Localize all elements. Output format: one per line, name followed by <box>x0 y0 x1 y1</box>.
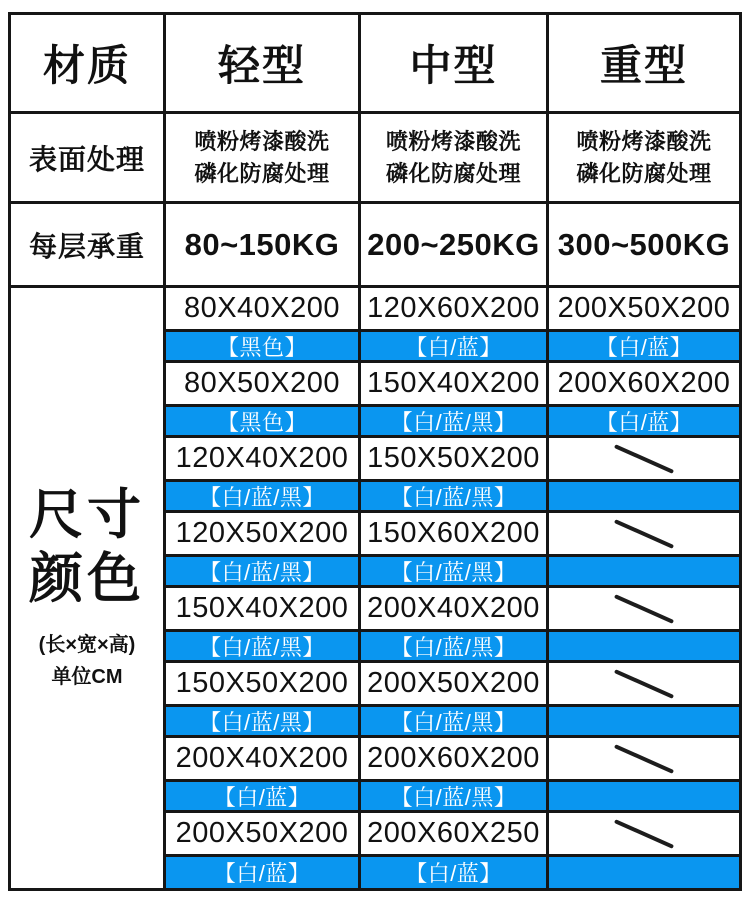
surface-treatment-medium <box>361 114 549 204</box>
load-capacity-label: 每层承重 <box>11 204 166 288</box>
size-cell-empty <box>549 513 739 557</box>
dimension-legend: (长×宽×高) <box>38 633 136 656</box>
column-header-light: 轻型 <box>166 15 361 114</box>
size-cell: 200X60X200 <box>549 363 739 407</box>
color-cell: 【白/蓝/黑】 <box>361 482 549 513</box>
color-cell: 【白/蓝/黑】 <box>166 632 361 663</box>
size-title: 尺寸 <box>29 485 145 546</box>
surface-line-2: 磷化防腐处理 <box>576 160 712 186</box>
size-cell-empty <box>549 663 739 707</box>
size-color-label-cell <box>11 288 166 888</box>
color-cell: 【白/蓝】 <box>361 332 549 363</box>
color-cell: 【白/蓝/黑】 <box>166 557 361 588</box>
size-cell: 120X50X200 <box>166 513 361 557</box>
size-cell: 200X50X200 <box>361 663 549 707</box>
size-cell: 150X40X200 <box>361 363 549 407</box>
surface-treatment-light <box>166 114 361 204</box>
size-cell: 200X50X200 <box>549 288 739 332</box>
size-cell: 80X50X200 <box>166 363 361 407</box>
size-cell-empty <box>549 813 739 857</box>
size-cell: 150X50X200 <box>361 438 549 482</box>
surface-treatment-heavy <box>549 114 739 204</box>
surface-line-1: 喷粉烤漆酸洗 <box>576 128 712 154</box>
color-cell-empty <box>549 782 739 813</box>
size-cell: 150X50X200 <box>166 663 361 707</box>
color-cell: 【白/蓝/黑】 <box>361 557 549 588</box>
color-cell: 【白/蓝】 <box>361 857 549 888</box>
color-cell: 【白/蓝】 <box>166 857 361 888</box>
color-cell-empty <box>549 632 739 663</box>
size-cell: 200X40X200 <box>361 588 549 632</box>
surface-treatment-row <box>11 114 739 204</box>
diagonal-slash-icon <box>614 444 674 474</box>
unit-legend: 单位CM <box>51 665 123 688</box>
size-cell-empty <box>549 588 739 632</box>
diagonal-slash-icon <box>614 594 674 624</box>
size-cell-empty <box>549 738 739 782</box>
color-cell-empty <box>549 857 739 888</box>
load-capacity-medium: 200~250KG <box>361 204 549 288</box>
surface-treatment-label: 表面处理 <box>11 114 166 204</box>
size-cell: 150X60X200 <box>361 513 549 557</box>
color-cell: 【黑色】 <box>166 407 361 438</box>
size-cell: 120X60X200 <box>361 288 549 332</box>
color-cell-empty <box>549 557 739 588</box>
size-cell: 200X60X200 <box>361 738 549 782</box>
header-row <box>11 15 739 114</box>
color-cell: 【白/蓝】 <box>166 782 361 813</box>
color-cell-empty <box>549 482 739 513</box>
color-cell-empty <box>549 707 739 738</box>
surface-line-1: 喷粉烤漆酸洗 <box>385 128 521 154</box>
load-capacity-light: 80~150KG <box>166 204 361 288</box>
color-cell: 【黑色】 <box>166 332 361 363</box>
surface-line-2: 磷化防腐处理 <box>385 160 521 186</box>
column-header-heavy: 重型 <box>549 15 739 114</box>
diagonal-slash-icon <box>614 819 674 849</box>
color-cell: 【白/蓝】 <box>549 407 739 438</box>
size-cell: 200X60X250 <box>361 813 549 857</box>
size-cell: 200X50X200 <box>166 813 361 857</box>
color-cell: 【白/蓝/黑】 <box>361 782 549 813</box>
product-spec-table <box>8 12 742 891</box>
size-cell: 120X40X200 <box>166 438 361 482</box>
diagonal-slash-icon <box>614 744 674 774</box>
load-capacity-heavy: 300~500KG <box>549 204 739 288</box>
size-cell-empty <box>549 438 739 482</box>
color-cell: 【白/蓝/黑】 <box>361 707 549 738</box>
surface-line-1: 喷粉烤漆酸洗 <box>194 128 330 154</box>
size-color-section <box>11 288 739 888</box>
diagonal-slash-icon <box>614 519 674 549</box>
size-cell: 150X40X200 <box>166 588 361 632</box>
load-capacity-row <box>11 204 739 288</box>
material-header: 材质 <box>11 15 166 114</box>
surface-line-2: 磷化防腐处理 <box>194 160 330 186</box>
color-cell: 【白/蓝/黑】 <box>361 407 549 438</box>
color-cell: 【白/蓝/黑】 <box>166 707 361 738</box>
color-cell: 【白/蓝/黑】 <box>361 632 549 663</box>
diagonal-slash-icon <box>614 669 674 699</box>
size-cell: 80X40X200 <box>166 288 361 332</box>
color-cell: 【白/蓝/黑】 <box>166 482 361 513</box>
size-color-grid <box>166 288 739 888</box>
size-cell: 200X40X200 <box>166 738 361 782</box>
column-header-medium: 中型 <box>361 15 549 114</box>
color-title: 颜色 <box>29 549 145 609</box>
color-cell: 【白/蓝】 <box>549 332 739 363</box>
